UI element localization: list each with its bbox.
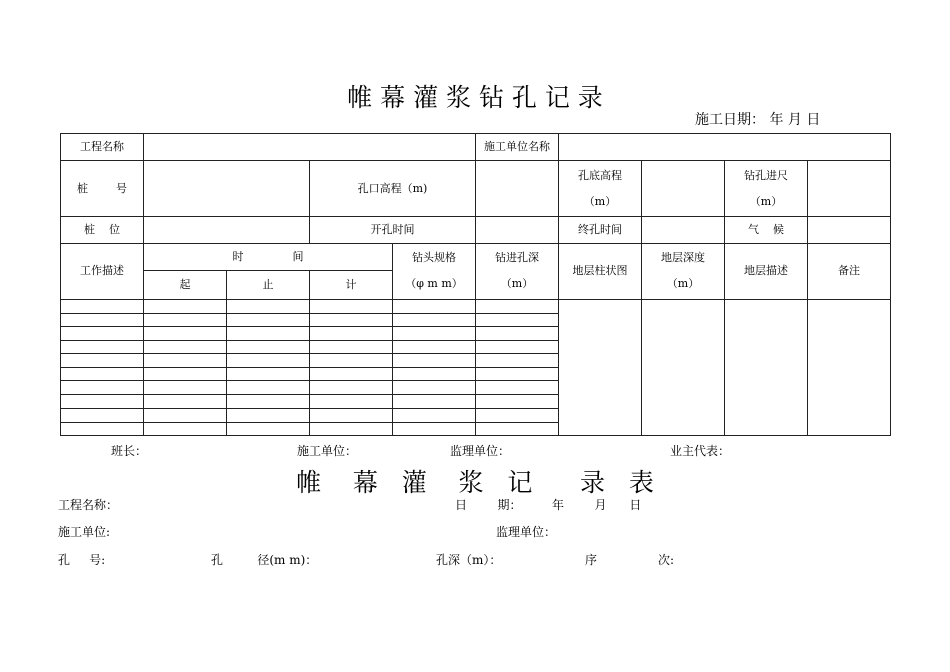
table-cell[interactable] [393, 381, 476, 395]
table-cell[interactable] [144, 313, 227, 326]
work-description-header: 工作描述 [61, 244, 144, 300]
bit-spec-header: 钻头规格 （φ m m） [393, 244, 476, 300]
table-cell[interactable] [476, 340, 559, 353]
layer-description-cell[interactable] [725, 299, 808, 435]
table-cell[interactable] [144, 395, 227, 408]
date-field: 日 期： 年 月 日 [455, 498, 642, 512]
table-cell[interactable] [144, 368, 227, 381]
table-cell[interactable] [144, 408, 227, 422]
supervision-unit-sign-label: 监理单位： [450, 444, 511, 458]
table-cell[interactable] [476, 313, 559, 326]
table-cell[interactable] [61, 381, 144, 395]
end-time-cell[interactable] [642, 216, 725, 243]
layer-depth-header: 地层深度 （m） [642, 244, 725, 300]
table-cell[interactable] [393, 422, 476, 435]
table-cell[interactable] [144, 326, 227, 340]
table-cell[interactable] [61, 354, 144, 368]
table-cell[interactable] [61, 340, 144, 353]
table-cell[interactable] [310, 422, 393, 435]
hole-elevation-cell[interactable] [476, 161, 559, 217]
layer-depth-cell[interactable] [642, 299, 725, 435]
project-name-label: 工程名称 [61, 134, 144, 161]
time-total-header: 计 [310, 271, 393, 299]
table-cell[interactable] [61, 368, 144, 381]
table-cell[interactable] [476, 299, 559, 313]
construction-date-line: 施工日期： 年 月 日 [695, 112, 821, 128]
team-leader-label: 班长： [111, 444, 148, 458]
grouting-record-title: 帷 幕 灌 浆 记 录 表 [296, 468, 654, 497]
pile-position-label: 桩 位 [61, 216, 144, 243]
table-cell[interactable] [476, 381, 559, 395]
hole-diameter-field: 孔 径(m m)： [211, 553, 318, 567]
table-cell[interactable] [393, 326, 476, 340]
table-cell[interactable] [227, 395, 310, 408]
table-cell[interactable] [476, 326, 559, 340]
table-cell[interactable] [476, 408, 559, 422]
bottom-elevation-cell[interactable] [642, 161, 725, 217]
table-cell[interactable] [227, 422, 310, 435]
owner-representative-label: 业主代表： [670, 444, 731, 458]
table-cell[interactable] [144, 422, 227, 435]
table-cell[interactable] [310, 313, 393, 326]
supervision-unit-field: 监理单位： [496, 525, 557, 539]
table-cell[interactable] [310, 408, 393, 422]
remark-cell[interactable] [808, 299, 891, 435]
table-cell[interactable] [393, 395, 476, 408]
table-cell[interactable] [393, 299, 476, 313]
table-cell[interactable] [476, 422, 559, 435]
table-cell[interactable] [144, 354, 227, 368]
table-cell[interactable] [476, 395, 559, 408]
table-cell[interactable] [144, 299, 227, 313]
table-cell[interactable] [61, 313, 144, 326]
time-start-header: 起 [144, 271, 227, 299]
table-cell[interactable] [476, 354, 559, 368]
table-cell[interactable] [227, 299, 310, 313]
pile-no-cell[interactable] [144, 161, 310, 217]
table-cell[interactable] [310, 340, 393, 353]
table-cell[interactable] [310, 326, 393, 340]
form-title: 帷 幕 灌 浆 钻 孔 记 录 [347, 83, 603, 112]
table-cell[interactable] [227, 408, 310, 422]
drill-advance-cell[interactable] [808, 161, 891, 217]
table-cell[interactable] [227, 368, 310, 381]
start-time-label: 开孔时间 [310, 216, 476, 243]
drilling-record-table [60, 133, 891, 436]
weather-label: 气 候 [725, 216, 808, 243]
pile-position-cell[interactable] [144, 216, 310, 243]
table-cell[interactable] [144, 381, 227, 395]
time-header: 时 间 [144, 244, 393, 271]
table-cell[interactable] [61, 422, 144, 435]
table-cell[interactable] [393, 313, 476, 326]
table-cell[interactable] [227, 354, 310, 368]
table-cell[interactable] [310, 395, 393, 408]
drill-advance-label: 钻孔进尺 （m） [725, 161, 808, 217]
table-cell[interactable] [393, 408, 476, 422]
table-cell[interactable] [61, 395, 144, 408]
remark-header: 备注 [808, 244, 891, 300]
end-time-label: 终孔时间 [559, 216, 642, 243]
unit-name-cell[interactable] [559, 134, 891, 161]
table-cell[interactable] [393, 340, 476, 353]
construction-unit-sign-label: 施工单位： [297, 444, 358, 458]
table-cell[interactable] [310, 368, 393, 381]
table-cell[interactable] [227, 326, 310, 340]
start-time-cell[interactable] [476, 216, 559, 243]
table-cell[interactable] [393, 368, 476, 381]
hole-depth-field: 孔深（m）： [436, 553, 502, 567]
table-cell[interactable] [310, 299, 393, 313]
hole-number-field: 孔 号: [58, 553, 106, 567]
sequence-field: 序 次: [585, 553, 675, 567]
table-cell[interactable] [61, 408, 144, 422]
pile-no-label: 桩 号 [61, 161, 144, 217]
table-cell[interactable] [393, 354, 476, 368]
table-cell[interactable] [61, 299, 144, 313]
bottom-elevation-label: 孔底高程 （m） [559, 161, 642, 217]
table-cell[interactable] [227, 313, 310, 326]
project-name-field: 工程名称： [58, 498, 119, 512]
stratum-column-cell[interactable] [559, 299, 642, 435]
table-cell[interactable] [227, 340, 310, 353]
drill-depth-header: 钻进孔深 （m） [476, 244, 559, 300]
unit-name-label: 施工单位名称 [476, 134, 559, 161]
project-name-cell[interactable] [144, 134, 476, 161]
construction-unit-field: 施工单位: [58, 525, 111, 539]
table-cell[interactable] [61, 326, 144, 340]
table-cell[interactable] [310, 381, 393, 395]
time-stop-header: 止 [227, 271, 310, 299]
table-cell[interactable] [310, 354, 393, 368]
hole-elevation-label: 孔口高程（m) [310, 161, 476, 217]
layer-description-header: 地层描述 [725, 244, 808, 300]
table-cell[interactable] [476, 368, 559, 381]
table-cell[interactable] [144, 340, 227, 353]
table-cell[interactable] [227, 381, 310, 395]
weather-cell[interactable] [808, 216, 891, 243]
stratum-column-header: 地层柱状图 [559, 244, 642, 300]
